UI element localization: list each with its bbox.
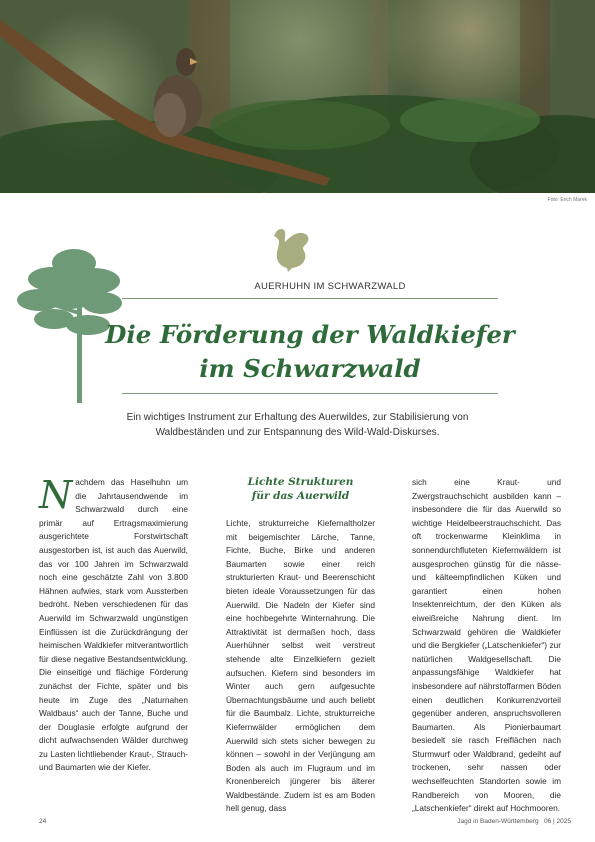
hero-photo <box>0 0 595 193</box>
publication-name: Jagd in Baden-Württemberg <box>457 818 539 825</box>
column-1 <box>39 473 188 775</box>
title-line-2: im Schwarzwald <box>199 354 421 383</box>
page-number: 24 <box>39 818 47 825</box>
footer-publication <box>457 818 571 825</box>
section-subhead <box>226 476 375 503</box>
subhead-line-2: für das Auerwild <box>251 489 350 502</box>
column-1-text: achdem das Haselhuhn um die Jahrtausendwende im Schwarzwald durch eine primär auf Ertragsmaximierung ausgerichtete Forstwirtschaft ausgestorben ist, ist auch das Auerwild, das vor 100 Jahren im Schwarzwald noch eine geschätzte Zahl von 3.800 Hähnen aufwies, stark vom Aussterben bedroht. Neben verschiedenen für das Auerwild im Schwarzwald ungünstigen Einflüssen ist die Zurückdrängung der heimischen Waldkiefer mitverantwortlich für diese negative Bestandsentwicklung. Die einseitige und flächige Förderung zunächst der Fichte, später und bis heute im Zuge des „Naturnahen Waldbaus“ auch der Tanne, Buche und der Douglasie erfolgte aufgrund der dicht aufwachsenden Wälder durchweg zu Lasten lichtliebender Kraut-, Strauch- und Baumarten wie der Kiefer. <box>39 477 188 773</box>
divider-bottom <box>122 393 498 394</box>
capercaillie-icon <box>268 226 312 272</box>
issue-number: 06 | 2025 <box>544 818 571 825</box>
column-2-text: Lichte, strukturreiche Kiefernaltholzer mit beigemischter Lärche, Tanne, Fichte, Buche, Birke und anderen Baumarten sowie einer reich strukturierten Kraut- und Beerenschicht bieten ideale Voraussetzungen für das Auerwild. Die Nadeln der Kiefer sind eine hochbegehrte Winternahrung. Die Attraktivität ist dermaßen hoch, dass Auerhühner selbst weit verstreut stehende alte Einzelkiefern gezielt aufsuchen. Kiefern sind besonders im Winter auch gern aufgesuchte Übernachtungsbäume und auch beliebt für die Baumbalz. Lichte, strukturreiche Kiefernwälder ermöglichen dem Auerwild sich stets sicher bewegen zu können – sowohl in der Verjüngung am Boden als auch im Flugraum und im Kronenbereich jüngerer bis älterer Waldbestände. Zudem ist es am Boden hell genug, dass <box>226 518 375 814</box>
column-2 <box>226 517 375 816</box>
kicker: AUERHUHN IM SCHWARZWALD <box>254 281 406 292</box>
drop-cap: N <box>39 473 73 517</box>
column-3 <box>412 476 561 816</box>
column-3-text: sich eine Kraut- und Zwergstrauchschicht ausbilden kann – insbesondere die für das Auerwild so wichtige Heidelbeerstrauchschicht. Das oft trockenwarme Kleinklima in sonnendurchfluteten Kiefernwäldern ist ausgesprochen günstig für die nässe- und kälteempfindlichen Küken und garantiert einen hohen Insektenreichtum, der den Küken als eiweißreiche Nahrung dient. Im Schwarzwald gehören die Waldkiefer und die Bergkiefer („Latschenkiefer“) zur natürlichen Waldgesellschaft. Die anpassungsfähige Waldkiefer hat insbesondere auf nährstoffarmen Böden einen deutlichen Konkurrenzvorteil gegenüber anderen, anspruchsvolleren Baumarten. Als Pionierbaumart besiedelt sie rasch Freiflächen nach Sturmwurf oder Waldbrand, gedeiht auf trockenen, sehr nassen oder wechselfeuchten Standorten sowie im Randbereich von Mooren, die „Latschenkiefer“ direkt auf Hochmooren. <box>412 477 561 814</box>
subhead-line-1: Lichte Strukturen <box>247 476 354 488</box>
title-line-1: Die Förderung der Waldkiefer <box>105 320 515 349</box>
page-title <box>100 318 520 386</box>
lede: Ein wichtiges Instrument zur Erhaltung des Auerwildes, zur Stabilisierung von Waldbeständen und zur Entspannung des Wild-Wald-Diskurses. <box>126 412 469 438</box>
divider-top <box>122 298 498 299</box>
photo-credit: Foto: Erich Marek <box>547 197 587 203</box>
